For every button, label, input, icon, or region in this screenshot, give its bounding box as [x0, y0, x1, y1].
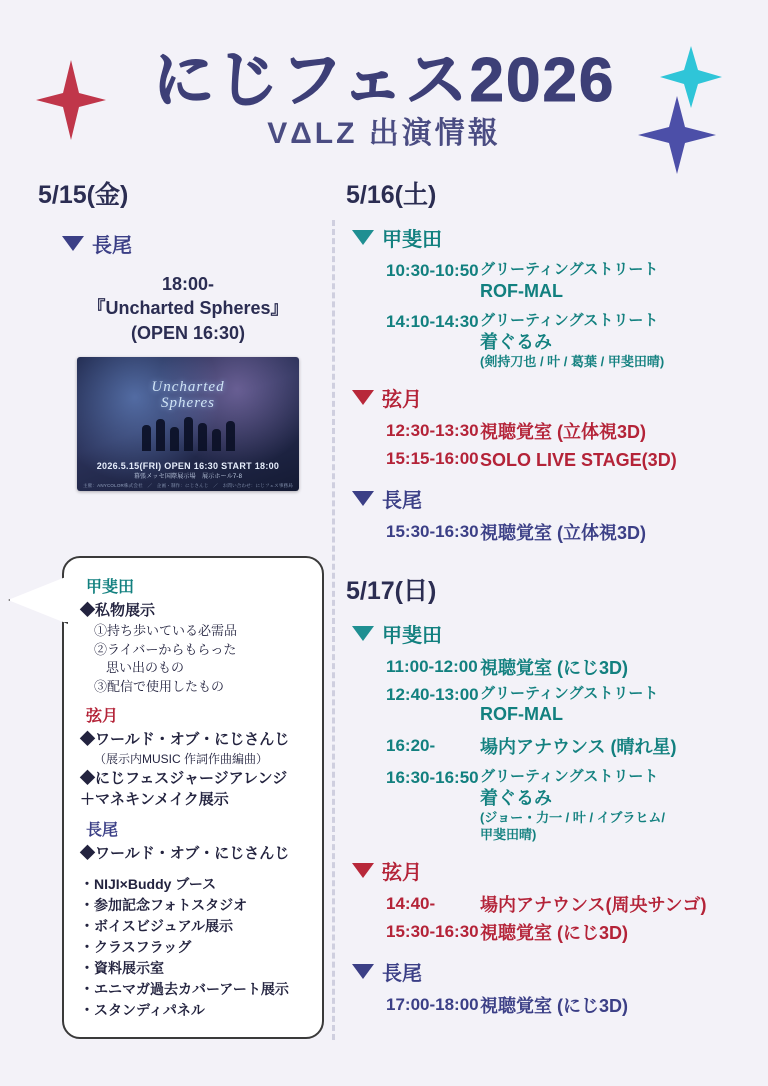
slot-line: 場内アナウンス (晴れ星) [480, 736, 677, 757]
member-header [352, 856, 750, 885]
bubble-line: ◆ワールド・オブ・にじさんじ [80, 845, 290, 863]
event-title: 『Uncharted Spheres』 [87, 298, 289, 319]
slot-time: 15:15-16:00 [386, 448, 479, 468]
list-item: ・参加記念フォトスタジオ [80, 896, 248, 913]
triangle-marker-icon [352, 626, 374, 641]
page-subtitle: VΔLZ 出演情報 [267, 117, 501, 150]
slot-desc [480, 894, 750, 917]
slot-time: 14:40- [386, 894, 436, 914]
slot-line: SOLO LIVE STAGE(3D) [480, 449, 677, 470]
slot-time: 12:40-13:00 [386, 684, 479, 704]
bubble-line: ③配信で使用したもの [94, 679, 225, 695]
schedule-row [352, 261, 750, 303]
member-name: 甲斐田 [382, 229, 442, 251]
day2-group-nagao [352, 484, 750, 545]
slot-desc [480, 995, 750, 1018]
slot-line: 視聴覚室 (にじ3D) [480, 995, 628, 1016]
list-item: ・資料展示室 [80, 959, 164, 976]
slot-time: 15:30-16:30 [386, 921, 479, 941]
slot-time: 12:30-13:30 [386, 421, 479, 441]
bubble-line: ②ライバーからもらった [94, 641, 237, 657]
poster-title-line1: Uncharted [151, 378, 225, 395]
day3-label: 5/17(日) [346, 577, 437, 606]
list-item: ・エニマガ過去カバーアート展示 [80, 980, 289, 997]
list-item: ・スタンディパネル [80, 1001, 205, 1018]
exhibit-bubble [62, 556, 324, 1039]
member-header [352, 383, 750, 412]
poster-title [77, 379, 299, 412]
slot-line: (ジョー・力一 / 叶 / イブラヒム/ [480, 810, 665, 826]
bubble-section-name: 弦月 [86, 708, 119, 726]
member-header [352, 484, 750, 513]
schedule-row [352, 894, 750, 917]
slot-time: 11:00-12:00 [386, 657, 478, 677]
member-header [352, 957, 750, 986]
schedule-row [352, 922, 750, 945]
slot-line: 着ぐるみ [480, 331, 552, 352]
poster-silhouettes [77, 409, 299, 451]
slot-desc [480, 522, 750, 545]
bubble-line: 思い出のもの [106, 660, 185, 676]
triangle-marker-icon [352, 491, 374, 506]
slot-line: ROF-MAL [480, 280, 563, 301]
day1-member-nagao [62, 229, 338, 258]
schedule-row [352, 657, 750, 680]
slot-time: 15:30-16:30 [386, 521, 479, 541]
slot-line: グリーティングストリート [480, 684, 659, 702]
member-name: 長尾 [382, 489, 422, 512]
bubble-section-name: 長尾 [86, 822, 119, 840]
slot-line: 視聴覚室 (立体視3D) [480, 422, 646, 443]
poster-title-line2: Spheres [161, 395, 215, 412]
slot-desc [480, 736, 750, 759]
slot-line: 視聴覚室 (立体視3D) [480, 522, 646, 543]
day3-group-kaida [352, 619, 750, 844]
member-header [352, 223, 750, 252]
poster-venue: 幕張メッセ国際展示場 展示ホール7-8 [133, 473, 243, 480]
day3-group-nagao [352, 957, 750, 1018]
slot-time: 14:10-14:30 [386, 312, 479, 332]
day1-column [38, 175, 338, 491]
day2-label: 5/16(土) [346, 181, 437, 209]
schedule-row [352, 421, 750, 444]
bubble-extra-list [80, 874, 306, 1021]
bubble-line: ①持ち歩いている必需品 [94, 622, 238, 638]
slot-time: 10:30-10:50 [386, 261, 479, 280]
member-name: 甲斐田 [382, 625, 442, 648]
schedule-row [352, 685, 750, 727]
bubble-line: ◆にじフェスジャージアレンジ [80, 769, 288, 787]
slot-desc [480, 768, 750, 844]
slot-line: 視聴覚室 (にじ3D) [480, 658, 628, 679]
triangle-marker-icon [352, 390, 374, 405]
slot-time: 16:20- [386, 735, 436, 755]
slot-line: (剣持刀也 / 叶 / 葛葉 / 甲斐田晴) [480, 354, 665, 370]
triangle-marker-icon [352, 863, 374, 878]
day2-group-gengetsu [352, 383, 750, 472]
list-item: ・NIJI×Buddy ブース [80, 875, 217, 892]
slot-line: グリーティングストリート [480, 768, 659, 786]
triangle-marker-icon [62, 236, 84, 251]
triangle-marker-icon [352, 230, 374, 245]
slot-desc [480, 421, 750, 444]
bubble-line: ＋マネキンメイク展示 [80, 791, 229, 809]
list-item: ・クラスフラッグ [80, 938, 192, 955]
day3-group-gengetsu [352, 856, 750, 945]
slot-desc [480, 685, 750, 727]
day2-day3-column [346, 175, 750, 1018]
schedule-row [352, 768, 750, 844]
slot-line: 着ぐるみ [480, 788, 552, 809]
day2-group-kaida [352, 223, 750, 371]
header [0, 0, 768, 170]
triangle-marker-icon [352, 964, 374, 979]
schedule-row [352, 312, 750, 371]
bubble-line: （展示内MUSIC 作詞作曲編曲） [94, 751, 269, 766]
list-item: ・ボイスビジュアル展示 [80, 917, 234, 934]
slot-line: 場内アナウンス(周央サンゴ) [480, 895, 707, 916]
event-open: (OPEN 16:30) [130, 322, 246, 343]
schedule-row [352, 522, 750, 545]
member-name: 弦月 [382, 389, 422, 412]
bubble-line: ◆ワールド・オブ・にじさんじ [80, 731, 290, 749]
bubble-section-name: 甲斐田 [86, 579, 135, 596]
event-time: 18:00- [161, 274, 215, 294]
slot-desc [480, 657, 750, 680]
poster-date: 2026.5.15(FRI) OPEN 16:30 START 18:00 [96, 460, 280, 471]
member-name: 弦月 [382, 862, 422, 885]
slot-line: グリーティングストリート [480, 261, 659, 278]
member-name: 長尾 [92, 235, 132, 257]
schedule-row [352, 736, 750, 759]
day1-label: 5/15(金) [38, 181, 129, 209]
slot-line: グリーティングストリート [480, 312, 659, 330]
slot-time: 16:30-16:50 [386, 768, 479, 788]
slot-desc [480, 261, 750, 303]
poster-footer: 主催：ANYCOLOR株式会社 ／ 企画・制作：にじさんじ ／ お問い合わせ：にじフェス事務局 [83, 482, 293, 488]
slot-desc [480, 449, 750, 472]
page-title: にじフェス2026 [152, 46, 616, 115]
event-poster-image [77, 357, 299, 491]
slot-line: ROF-MAL [480, 704, 563, 725]
slot-desc [480, 312, 750, 371]
slot-line: 甲斐田晴) [480, 827, 537, 843]
schedule-row [352, 995, 750, 1018]
slot-desc [480, 922, 750, 945]
day1-event [38, 272, 338, 345]
member-header [352, 619, 750, 648]
bubble-line: ◆私物展示 [80, 602, 156, 619]
schedule-row [352, 449, 750, 472]
slot-time: 17:00-18:00 [386, 994, 479, 1014]
member-name: 長尾 [382, 962, 422, 985]
slot-line: 視聴覚室 (にじ3D) [480, 922, 628, 943]
